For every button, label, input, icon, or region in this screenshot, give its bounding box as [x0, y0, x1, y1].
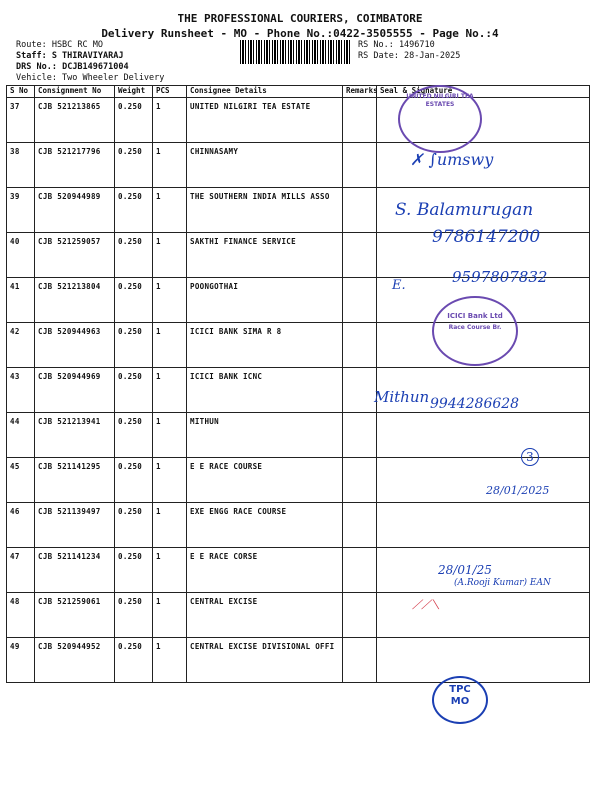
cell-remarks — [343, 368, 377, 413]
cell-cons: CJB 521217796 — [35, 143, 115, 188]
cell-remarks — [343, 593, 377, 638]
nilgiri-stamp-text: UNITED NILGIRI TEA ESTATES — [406, 93, 474, 108]
cell-details: E E RACE COURSE — [187, 458, 343, 503]
cell-sno: 39 — [7, 188, 35, 233]
cell-details: THE SOUTHERN INDIA MILLS ASSO — [187, 188, 343, 233]
cell-sno: 38 — [7, 143, 35, 188]
cell-weight: 0.250 — [115, 98, 153, 143]
num-46: 3 — [521, 448, 539, 466]
tpc-stamp-bottom: MO — [450, 696, 470, 707]
cell-sno: 47 — [7, 548, 35, 593]
cell-signature — [377, 503, 590, 548]
cell-details: SAKTHI FINANCE SERVICE — [187, 233, 343, 278]
table-row — [7, 503, 590, 548]
cell-remarks — [343, 233, 377, 278]
runsheet-title: Delivery Runsheet - MO - Phone No.:0422-3505555 - Page No.:4 — [101, 27, 499, 40]
cell-weight: 0.250 — [115, 323, 153, 368]
cell-remarks — [343, 413, 377, 458]
cell-details: EXE ENGG RACE COURSE — [187, 503, 343, 548]
route-label: Route: HSBC RC MO — [16, 40, 103, 50]
cell-weight: 0.250 — [115, 593, 153, 638]
cell-cons: CJB 521139497 — [35, 503, 115, 548]
date-46: 28/01/2025 — [486, 484, 550, 497]
cell-details: CENTRAL EXCISE — [187, 593, 343, 638]
icici-stamp — [432, 296, 518, 366]
cell-remarks — [343, 458, 377, 503]
cell-pcs: 1 — [153, 548, 187, 593]
cell-remarks — [343, 278, 377, 323]
cell-details: UNITED NILGIRI TEA ESTATE — [187, 98, 343, 143]
drs-row — [16, 62, 129, 72]
cell-pcs: 1 — [153, 638, 187, 683]
cell-signature — [377, 638, 590, 683]
phone-41: 9597807832 — [452, 268, 548, 286]
cell-weight: 0.250 — [115, 143, 153, 188]
cell-cons: CJB 520944952 — [35, 638, 115, 683]
cell-details: MITHUN — [187, 413, 343, 458]
cell-cons: CJB 521141234 — [35, 548, 115, 593]
cell-sno: 37 — [7, 98, 35, 143]
sig-38: ✗ ∫umswy — [410, 150, 494, 169]
cell-weight: 0.250 — [115, 548, 153, 593]
sig-44: Mithun — [374, 388, 430, 406]
cell-pcs: 1 — [153, 188, 187, 233]
cell-signature — [377, 413, 590, 458]
cell-remarks — [343, 548, 377, 593]
cell-pcs: 1 — [153, 503, 187, 548]
cell-cons: CJB 521259061 — [35, 593, 115, 638]
column-header: Consignee Details — [187, 86, 343, 98]
cell-cons: CJB 520944969 — [35, 368, 115, 413]
cell-cons: CJB 520944963 — [35, 323, 115, 368]
drs-label: DRS No.: — [16, 62, 57, 72]
cell-remarks — [343, 188, 377, 233]
cell-remarks — [343, 323, 377, 368]
cell-details: ICICI BANK SIMA R 8 — [187, 323, 343, 368]
staff-label: Staff: S THIRAVIYARAJ — [16, 51, 124, 61]
cell-weight: 0.250 — [115, 188, 153, 233]
cell-cons: CJB 521213865 — [35, 98, 115, 143]
drs-value: DCJB149671004 — [62, 62, 129, 72]
column-header: Remarks — [343, 86, 377, 98]
cell-remarks — [343, 98, 377, 143]
cell-cons: CJB 521141295 — [35, 458, 115, 503]
nilgiri-stamp — [398, 85, 482, 153]
cell-weight: 0.250 — [115, 368, 153, 413]
cell-sno: 42 — [7, 323, 35, 368]
cell-cons: CJB 520944989 — [35, 188, 115, 233]
cell-pcs: 1 — [153, 233, 187, 278]
cell-cons: CJB 521213804 — [35, 278, 115, 323]
cell-sno: 40 — [7, 233, 35, 278]
cell-weight: 0.250 — [115, 503, 153, 548]
cell-weight: 0.250 — [115, 638, 153, 683]
table-row — [7, 593, 590, 638]
column-header: S No — [7, 86, 35, 98]
table-row — [7, 98, 590, 143]
cell-remarks — [343, 503, 377, 548]
note-48: (A.Rooji Kumar) EAN — [454, 578, 551, 588]
cell-sno: 41 — [7, 278, 35, 323]
cell-details: CENTRAL EXCISE DIVISIONAL OFFI — [187, 638, 343, 683]
cell-remarks — [343, 638, 377, 683]
cell-cons: CJB 521213941 — [35, 413, 115, 458]
rs-number: RS No.: 1496710 — [358, 40, 435, 50]
cell-cons: CJB 521259057 — [35, 233, 115, 278]
cell-pcs: 1 — [153, 458, 187, 503]
phone-44: 9944286628 — [430, 396, 520, 412]
icici-stamp-branch: Race Course Br. — [448, 324, 502, 331]
cell-sno: 43 — [7, 368, 35, 413]
cell-weight: 0.250 — [115, 233, 153, 278]
company-title: THE PROFESSIONAL COURIERS, COIMBATORE — [177, 12, 423, 25]
sig-39: S. Balamurugan — [395, 200, 534, 220]
cell-details: CHINNASAMY — [187, 143, 343, 188]
rs-date: RS Date: 28-Jan-2025 — [358, 51, 461, 61]
table-header-row — [7, 86, 590, 98]
cell-pcs: 1 — [153, 323, 187, 368]
sig-49: ⟋⟋⟍ — [412, 598, 440, 613]
cell-details: POONGOTHAI — [187, 278, 343, 323]
cell-weight: 0.250 — [115, 413, 153, 458]
cell-pcs: 1 — [153, 143, 187, 188]
table-row — [7, 143, 590, 188]
column-header: Seal & Signature — [377, 86, 590, 98]
initial-41: E. — [392, 278, 406, 293]
date-48: 28/01/25 — [438, 563, 492, 577]
cell-sno: 44 — [7, 413, 35, 458]
cell-remarks — [343, 143, 377, 188]
cell-pcs: 1 — [153, 98, 187, 143]
column-header: PCS — [153, 86, 187, 98]
vehicle-label: Vehicle: Two Wheeler Delivery — [16, 73, 165, 83]
cell-signature — [377, 458, 590, 503]
column-header: Weight — [115, 86, 153, 98]
cell-pcs: 1 — [153, 413, 187, 458]
cell-pcs: 1 — [153, 278, 187, 323]
cell-details: E E RACE CORSE — [187, 548, 343, 593]
table-row — [7, 413, 590, 458]
cell-sno: 49 — [7, 638, 35, 683]
table-row — [7, 638, 590, 683]
cell-sno: 46 — [7, 503, 35, 548]
column-header: Consignment No — [35, 86, 115, 98]
barcode — [240, 40, 352, 64]
cell-weight: 0.250 — [115, 278, 153, 323]
cell-signature — [377, 593, 590, 638]
cell-sno: 48 — [7, 593, 35, 638]
icici-stamp-text: ICICI Bank Ltd — [447, 312, 503, 320]
cell-weight: 0.250 — [115, 458, 153, 503]
tpc-stamp — [432, 676, 488, 724]
cell-details: ICICI BANK ICNC — [187, 368, 343, 413]
tpc-stamp-top: TPC — [449, 684, 471, 695]
cell-pcs: 1 — [153, 593, 187, 638]
phone-40: 9786147200 — [432, 227, 541, 247]
cell-sno: 45 — [7, 458, 35, 503]
runsheet-table — [6, 85, 590, 683]
cell-pcs: 1 — [153, 368, 187, 413]
